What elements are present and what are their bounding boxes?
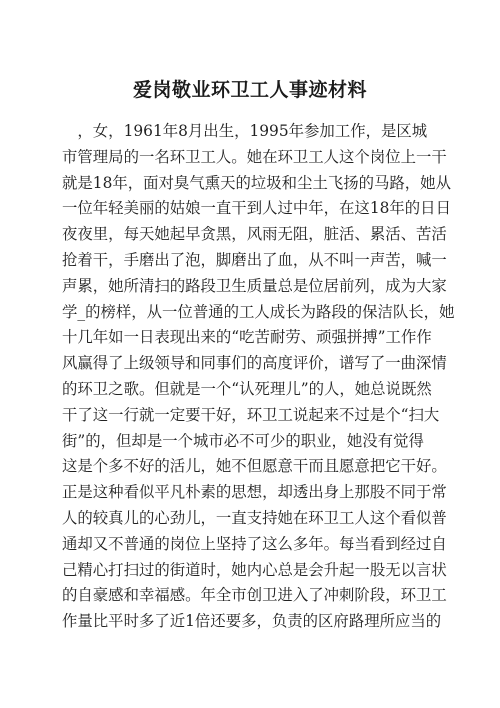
text-line: 就是18年，面对臭气熏天的垃圾和尘土飞扬的马路，她从 — [62, 173, 451, 192]
text-line: 声累，她所清扫的路段卫生质量总是位居前列，成为大家 — [62, 276, 447, 295]
text-line: 学_的榜样，从一位普通的工人成长为路段的保洁队长，她 — [62, 302, 454, 321]
document-body — [62, 119, 454, 635]
text-line: 通却又不普通的岗位上坚持了这么多年。每当看到经过自 — [62, 534, 447, 553]
text-line: 抢着干，手磨出了泡，脚磨出了血，从不叫一声苦，喊一 — [62, 250, 447, 269]
text-line: 街”的，但却是一个城市必不可少的职业，她没有觉得 — [62, 431, 424, 450]
text-line: 的环卫之歌。但就是一个“认死理儿”的人，她总说既然 — [62, 379, 432, 398]
text-line: 干了这一行就一定要干好，环卫工说起来不过是个“扫大 — [62, 405, 440, 424]
text-line: 人的较真儿的心劲儿，一直支持她在环卫工人这个看似普 — [62, 508, 447, 527]
text-line: 风赢得了上级领导和同事们的高度评价，谱写了一曲深情 — [62, 354, 447, 373]
text-line: 十几年如一日表现出来的“吃苦耐劳、顽强拼搏”工作作 — [62, 328, 432, 347]
text-line: 作量比平时多了近1倍还要多，负责的区府路理所应当的 — [62, 612, 442, 631]
text-line: 己精心打扫过的街道时，她内心总是会升起一股无以言状 — [62, 560, 447, 579]
text-line: 一位年轻美丽的姑娘一直干到人过中年，在这18年的日日 — [62, 199, 451, 218]
document-title: 爱岗敬业环卫工人事迹材料 — [132, 79, 367, 101]
text-line: 这是个多不好的活儿，她不但愿意干而且愿意把它干好。 — [62, 457, 447, 476]
text-line: 市管理局的一名环卫工人。她在环卫工人这个岗位上一干 — [62, 147, 447, 166]
text-line: ，女，1961年8月出生，1995年参加工作，是区城 — [62, 122, 428, 140]
text-line: 的自豪感和幸福感。年全市创卫进入了冲刺阶段，环卫工 — [62, 586, 447, 605]
text-line: 夜夜里，每天她起早贪黑，风雨无阻，脏活、累活、苦活 — [62, 225, 447, 244]
text-line: 正是这种看似平凡朴素的思想，却透出身上那股不同于常 — [62, 483, 447, 502]
